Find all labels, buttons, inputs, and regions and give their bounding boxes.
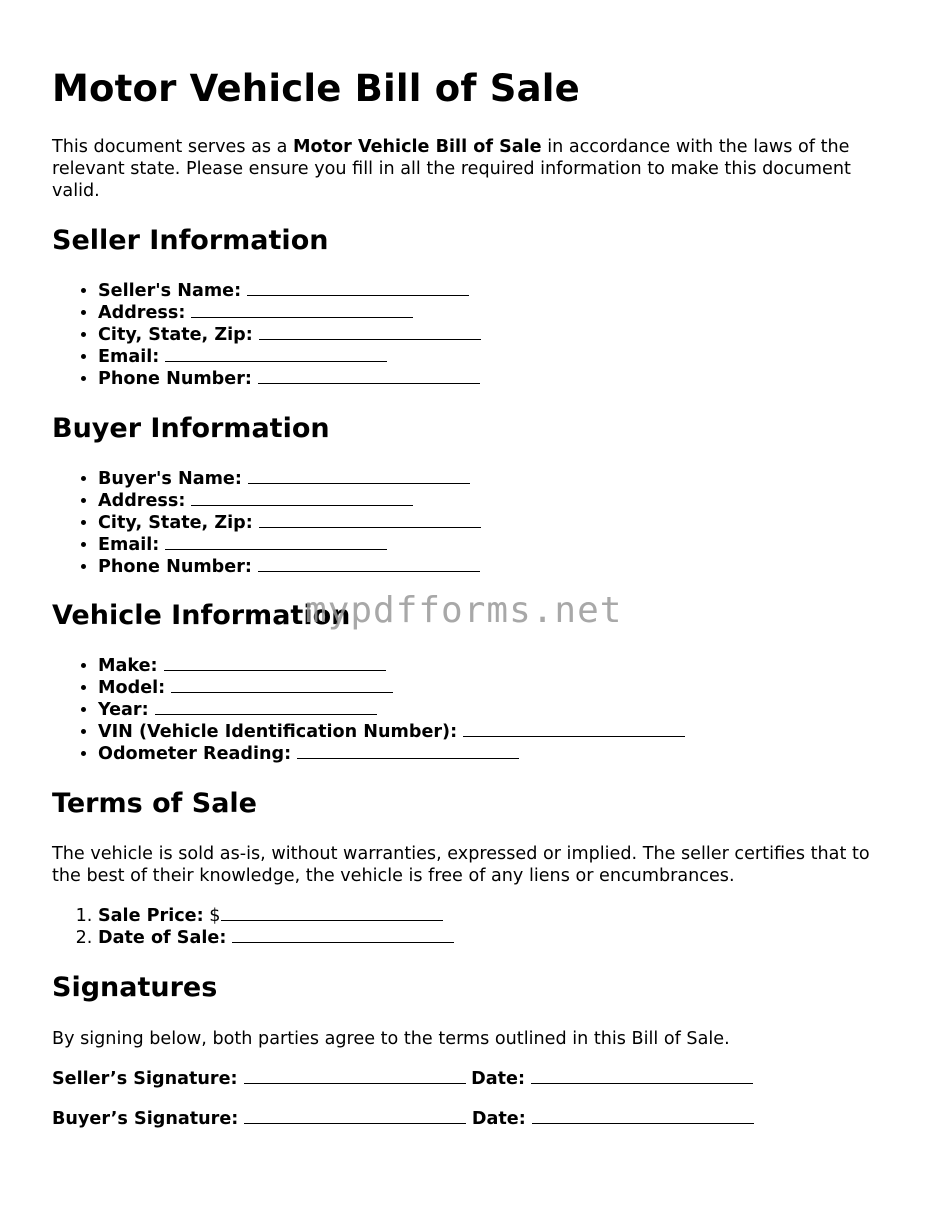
vehicle-field-list bbox=[52, 655, 685, 765]
buyer-address-field bbox=[98, 490, 481, 512]
seller-city-field bbox=[98, 324, 481, 346]
terms-heading: Terms of Sale bbox=[52, 788, 257, 819]
field-label: City, State, Zip: bbox=[98, 325, 253, 345]
field-label: Phone Number: bbox=[98, 557, 252, 577]
field-label: Year: bbox=[98, 700, 149, 720]
buyer-city-line[interactable] bbox=[259, 512, 481, 528]
seller-email-line[interactable] bbox=[165, 346, 387, 362]
buyer-heading: Buyer Information bbox=[52, 413, 330, 444]
intro-text-after: in accordance with the laws of the relevant state. Please ensure you fill in all the required information to make this document valid. bbox=[52, 137, 851, 201]
seller-signature-line[interactable] bbox=[244, 1068, 466, 1084]
seller-heading: Seller Information bbox=[52, 225, 329, 256]
currency-symbol: $ bbox=[209, 906, 221, 926]
field-label: Email: bbox=[98, 347, 160, 367]
signatures-paragraph: By signing below, both parties agree to the terms outlined in this Bill of Sale. bbox=[52, 1029, 730, 1049]
vehicle-make-line[interactable] bbox=[164, 655, 386, 671]
vehicle-model-field bbox=[98, 677, 685, 699]
buyer-field-list bbox=[52, 468, 481, 578]
terms-list bbox=[52, 905, 454, 949]
seller-phone-line[interactable] bbox=[258, 368, 480, 384]
vehicle-vin-line[interactable] bbox=[463, 721, 685, 737]
buyer-name-field bbox=[98, 468, 481, 490]
vehicle-heading: Vehicle Information bbox=[52, 600, 351, 631]
buyer-address-line[interactable] bbox=[191, 490, 413, 506]
seller-phone-field bbox=[98, 368, 481, 390]
vehicle-year-line[interactable] bbox=[155, 699, 377, 715]
seller-address-field bbox=[98, 302, 481, 324]
buyer-city-field bbox=[98, 512, 481, 534]
vehicle-odometer-line[interactable] bbox=[297, 743, 519, 759]
field-label: Seller's Name: bbox=[98, 281, 242, 301]
field-label: Make: bbox=[98, 656, 158, 676]
buyer-signature-line[interactable] bbox=[244, 1108, 466, 1124]
field-label: Buyer's Name: bbox=[98, 469, 242, 489]
field-label: Sale Price: bbox=[98, 906, 204, 926]
vehicle-odometer-field bbox=[98, 743, 685, 765]
vehicle-model-line[interactable] bbox=[171, 677, 393, 693]
buyer-signature-label: Buyer’s Signature: bbox=[52, 1109, 239, 1129]
buyer-name-line[interactable] bbox=[248, 468, 470, 484]
watermark: mypdfforms.net bbox=[305, 590, 623, 631]
seller-signature-label: Seller’s Signature: bbox=[52, 1069, 238, 1089]
vehicle-vin-field bbox=[98, 721, 685, 743]
field-label: Model: bbox=[98, 678, 166, 698]
sale-date-line[interactable] bbox=[232, 927, 454, 943]
seller-city-line[interactable] bbox=[259, 324, 481, 340]
seller-email-field bbox=[98, 346, 481, 368]
field-label: Phone Number: bbox=[98, 369, 252, 389]
seller-name-line[interactable] bbox=[247, 280, 469, 296]
signatures-heading: Signatures bbox=[52, 972, 218, 1003]
intro-text-bold: Motor Vehicle Bill of Sale bbox=[293, 137, 542, 157]
terms-paragraph: The vehicle is sold as-is, without warranties, expressed or implied. The seller certifies that to the best of their knowledge, the vehicle is free of any liens or encumbrances. bbox=[52, 844, 870, 886]
buyer-date-label: Date: bbox=[471, 1109, 526, 1129]
buyer-phone-line[interactable] bbox=[258, 556, 480, 572]
sale-date-field bbox=[98, 927, 454, 949]
buyer-date-line[interactable] bbox=[532, 1108, 754, 1124]
buyer-phone-field bbox=[98, 556, 481, 578]
sale-price-line[interactable] bbox=[221, 905, 443, 921]
intro-text-before: This document serves as a bbox=[52, 137, 294, 157]
vehicle-make-field bbox=[98, 655, 685, 677]
intro-paragraph bbox=[52, 136, 897, 202]
field-label: Odometer Reading: bbox=[98, 744, 292, 764]
seller-date-line[interactable] bbox=[531, 1068, 753, 1084]
buyer-signature-row bbox=[52, 1108, 754, 1130]
buyer-email-line[interactable] bbox=[165, 534, 387, 550]
field-label: City, State, Zip: bbox=[98, 513, 253, 533]
field-label: Email: bbox=[98, 535, 160, 555]
field-label: VIN (Vehicle Identification Number): bbox=[98, 722, 458, 742]
field-label: Address: bbox=[98, 303, 186, 323]
field-label: Date of Sale: bbox=[98, 928, 227, 948]
seller-address-line[interactable] bbox=[191, 302, 413, 318]
buyer-email-field bbox=[98, 534, 481, 556]
seller-name-field bbox=[98, 280, 481, 302]
seller-signature-row bbox=[52, 1068, 753, 1090]
seller-field-list bbox=[52, 280, 481, 390]
seller-date-label: Date: bbox=[471, 1069, 526, 1089]
vehicle-year-field bbox=[98, 699, 685, 721]
sale-price-field bbox=[98, 905, 454, 927]
document-title: Motor Vehicle Bill of Sale bbox=[52, 67, 580, 110]
field-label: Address: bbox=[98, 491, 186, 511]
